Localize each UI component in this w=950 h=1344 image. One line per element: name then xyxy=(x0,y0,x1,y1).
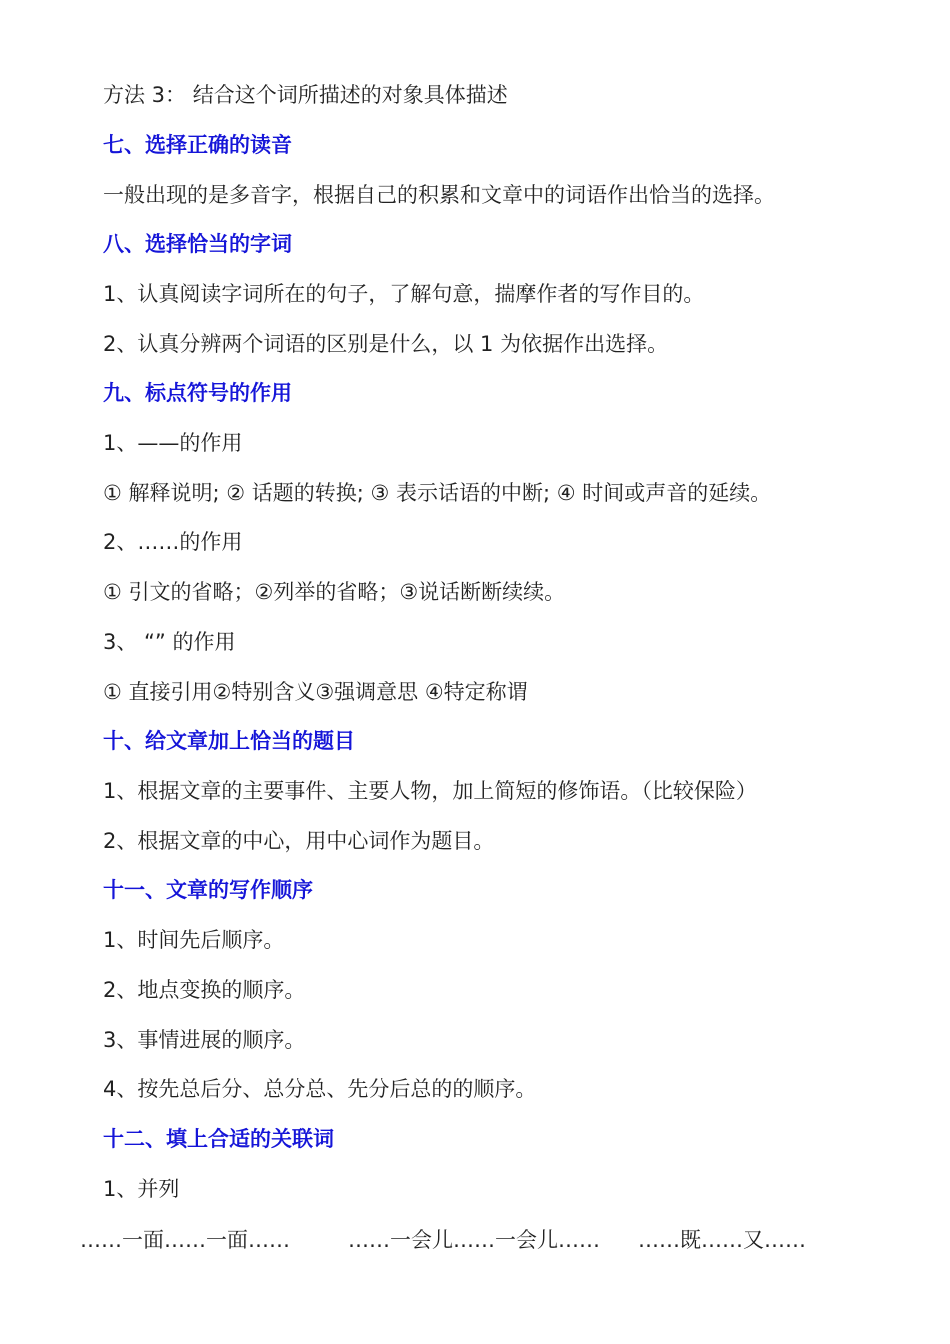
text-line: 1、并列 xyxy=(103,1177,180,1201)
conjunction-example: ……一会儿……一会儿…… xyxy=(348,1228,600,1252)
text-line: 3、 “” 的作用 xyxy=(103,630,236,654)
text-line: 4、按先总后分、总分总、先分后总的的顺序。 xyxy=(103,1077,537,1101)
text-line: 方法 3： 结合这个词所描述的对象具体描述 xyxy=(103,83,508,107)
text-line: 1、根据文章的主要事件、主要人物，加上简短的修饰语。（比较保险） xyxy=(103,779,757,803)
text-line: 1、认真阅读字词所在的句子，了解句意，揣摩作者的写作目的。 xyxy=(103,282,705,306)
section-heading: 八、选择恰当的字词 xyxy=(103,232,292,256)
conjunction-examples xyxy=(0,1225,950,1255)
text-line: 2、根据文章的中心，用中心词作为题目。 xyxy=(103,829,495,853)
text-line: ① 直接引用②特别含义③强调意思 ④特定称谓 xyxy=(103,680,528,704)
section-heading: 十一、文章的写作顺序 xyxy=(103,878,313,902)
text-line: 1、时间先后顺序。 xyxy=(103,928,285,952)
section-heading: 十、给文章加上恰当的题目 xyxy=(103,729,355,753)
text-line: 2、地点变换的顺序。 xyxy=(103,978,306,1002)
section-heading: 九、标点符号的作用 xyxy=(103,381,292,405)
text-line: ① 引文的省略；②列举的省略；③说话断断续续。 xyxy=(103,580,566,604)
conjunction-example: ……既……又…… xyxy=(638,1228,806,1252)
text-line: 2、认真分辨两个词语的区别是什么，以 1 为依据作出选择。 xyxy=(103,332,669,356)
conjunction-example: ……一面……一面…… xyxy=(80,1228,290,1252)
text-line: ① 解释说明; ② 话题的转换; ③ 表示话语的中断; ④ 时间或声音的延续。 xyxy=(103,481,772,505)
text-line: 3、事情进展的顺序。 xyxy=(103,1028,306,1052)
text-line: 一般出现的是多音字，根据自己的积累和文章中的词语作出恰当的选择。 xyxy=(103,183,775,207)
text-line: 1、——的作用 xyxy=(103,431,243,455)
section-heading: 十二、填上合适的关联词 xyxy=(103,1127,334,1151)
text-line: 2、……的作用 xyxy=(103,530,243,554)
section-heading: 七、选择正确的读音 xyxy=(103,133,292,157)
